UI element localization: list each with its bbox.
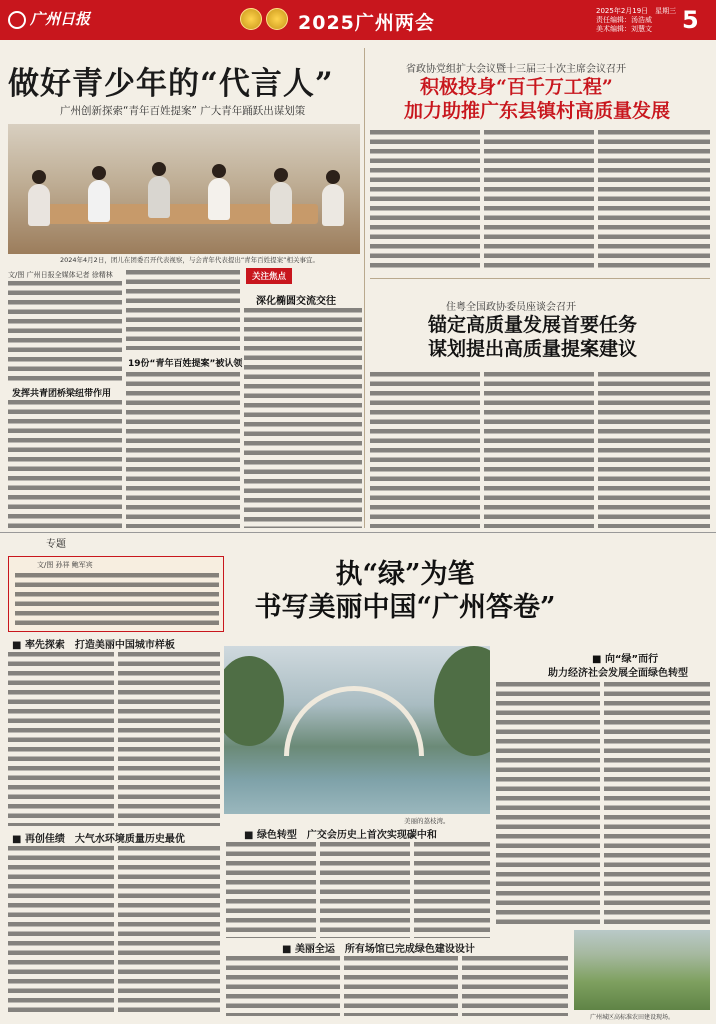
box-4-col2 bbox=[344, 956, 458, 1016]
head-shape bbox=[32, 170, 46, 184]
proposal-kicker: 住粤全国政协委员座谈会召开 bbox=[446, 302, 576, 313]
box-2-col1 bbox=[8, 846, 114, 1016]
person-shape bbox=[88, 180, 110, 222]
section-divider bbox=[370, 278, 710, 279]
proposal-body-col2 bbox=[484, 372, 594, 528]
special-byline: 文/图 孙祥 鲍军宾 bbox=[37, 561, 93, 569]
special-headline bbox=[240, 558, 570, 624]
box-3-col1 bbox=[226, 842, 316, 938]
person-shape bbox=[270, 182, 292, 224]
box-1-col1 bbox=[8, 652, 114, 826]
green-head-2: 助力经济社会发展全面绿色转型 bbox=[548, 668, 688, 679]
box-3-col3 bbox=[414, 842, 490, 938]
county-headline-2: 加力助推广东县镇村高质量发展 bbox=[404, 100, 671, 122]
box-2-col2 bbox=[118, 846, 220, 1016]
youth-headline: 做好青少年的“代言人” bbox=[8, 66, 334, 102]
county-headline-1: 积极投身“百千万工程” bbox=[420, 76, 613, 98]
box-4-title: ■ 美丽全运 所有场馆已完成绿色建设设计 bbox=[282, 944, 475, 955]
box-1-col2 bbox=[118, 652, 220, 826]
youth-body-col2 bbox=[126, 270, 240, 350]
national-emblem-icon bbox=[240, 8, 262, 30]
lychee-bay-photo bbox=[224, 646, 490, 814]
head-shape bbox=[326, 170, 340, 184]
opinion-tag: 关注焦点 bbox=[246, 268, 292, 284]
design-credit: 美术编辑：刘慧文 bbox=[596, 25, 652, 33]
logo-mark-icon bbox=[8, 11, 26, 29]
special-intro-box bbox=[8, 556, 224, 632]
county-body-col1 bbox=[370, 130, 480, 270]
bridge-arch-shape bbox=[284, 686, 424, 756]
proposal-headline-1: 锚定高质量发展首要任务 bbox=[428, 314, 638, 336]
bridge-caption: 美丽的荔枝湾。 bbox=[404, 817, 450, 825]
green-body-col1 bbox=[496, 682, 600, 926]
youth-body-col1 bbox=[8, 281, 122, 381]
tree-shape bbox=[434, 646, 490, 756]
box-3-title: ■ 绿色转型 广交会历史上首次实现碳中和 bbox=[244, 830, 437, 841]
head-shape bbox=[212, 164, 226, 178]
special-label: 专题 bbox=[46, 539, 66, 550]
page-number: 5 bbox=[682, 6, 699, 34]
proposal-body-col1 bbox=[370, 372, 480, 528]
classroom-caption: 2024年4月2日，团儿在团委召开代表视察，与会青年代表提出“青年百姓提案”相关事宜。 bbox=[60, 256, 320, 264]
county-body-col2 bbox=[484, 130, 594, 270]
youth-section-1: 发挥共青团桥梁纽带作用 bbox=[12, 389, 112, 399]
person-shape bbox=[28, 184, 50, 226]
county-kicker: 省政协党组扩大会议暨十三届三十次主席会议召开 bbox=[406, 64, 626, 75]
box-4-col3 bbox=[462, 956, 568, 1016]
issue-date: 2025年2月19日 星期三 bbox=[596, 7, 677, 15]
farmland-caption: 广州城区高标准农田建设现场。 bbox=[590, 1014, 675, 1021]
special-intro-text bbox=[15, 573, 219, 627]
youth-subheadline: 广州创新探索“青年百姓提案” 广大青年踊跃出谋划策 bbox=[60, 105, 306, 117]
classroom-photo bbox=[8, 124, 360, 254]
newspaper-logo bbox=[8, 8, 90, 29]
masthead bbox=[0, 0, 716, 40]
proposal-body-col3 bbox=[598, 372, 710, 528]
logo-text: 广州日报 bbox=[30, 10, 91, 28]
person-shape bbox=[322, 184, 344, 226]
box-1-title: ■ 率先探索 打造美丽中国城市样板 bbox=[12, 640, 175, 651]
special-headline-2: 书写美丽中国“广州答卷” bbox=[254, 592, 556, 623]
special-headline-1: 执“绿”为笔 bbox=[335, 559, 475, 590]
proposal-headline-2: 谋划提出高质量提案建议 bbox=[428, 338, 638, 360]
tree-shape bbox=[224, 656, 284, 746]
head-shape bbox=[92, 166, 106, 180]
head-shape bbox=[274, 168, 288, 182]
box-4-col1 bbox=[226, 956, 340, 1016]
opinion-title: 深化椭圆交流交往 bbox=[256, 296, 336, 307]
youth-section-2: 19份“青年百姓提案”被认领 bbox=[128, 359, 243, 369]
section-title: 2025广州两会 bbox=[298, 12, 435, 34]
person-shape bbox=[148, 176, 170, 218]
cppcc-emblem-icon bbox=[266, 8, 288, 30]
opinion-body bbox=[244, 308, 362, 528]
youth-body-col2b bbox=[126, 372, 240, 528]
column-divider bbox=[364, 48, 365, 528]
person-shape bbox=[208, 178, 230, 220]
editor-credit: 责任编辑：汤浩威 bbox=[596, 16, 652, 24]
farmland-photo bbox=[574, 930, 710, 1010]
box-2-title: ■ 再创佳绩 大气水环境质量历史最优 bbox=[12, 834, 185, 845]
special-section-bar bbox=[0, 532, 716, 550]
box-3-col2 bbox=[320, 842, 410, 938]
youth-byline: 文/图 广州日报全媒体记者 徐精林 bbox=[8, 271, 113, 279]
issue-meta bbox=[596, 7, 676, 34]
county-body-col3 bbox=[598, 130, 710, 270]
head-shape bbox=[152, 162, 166, 176]
youth-body-col1b bbox=[8, 400, 122, 528]
green-body-col2 bbox=[604, 682, 710, 926]
green-head-1: ■ 向“绿”而行 bbox=[592, 654, 659, 665]
